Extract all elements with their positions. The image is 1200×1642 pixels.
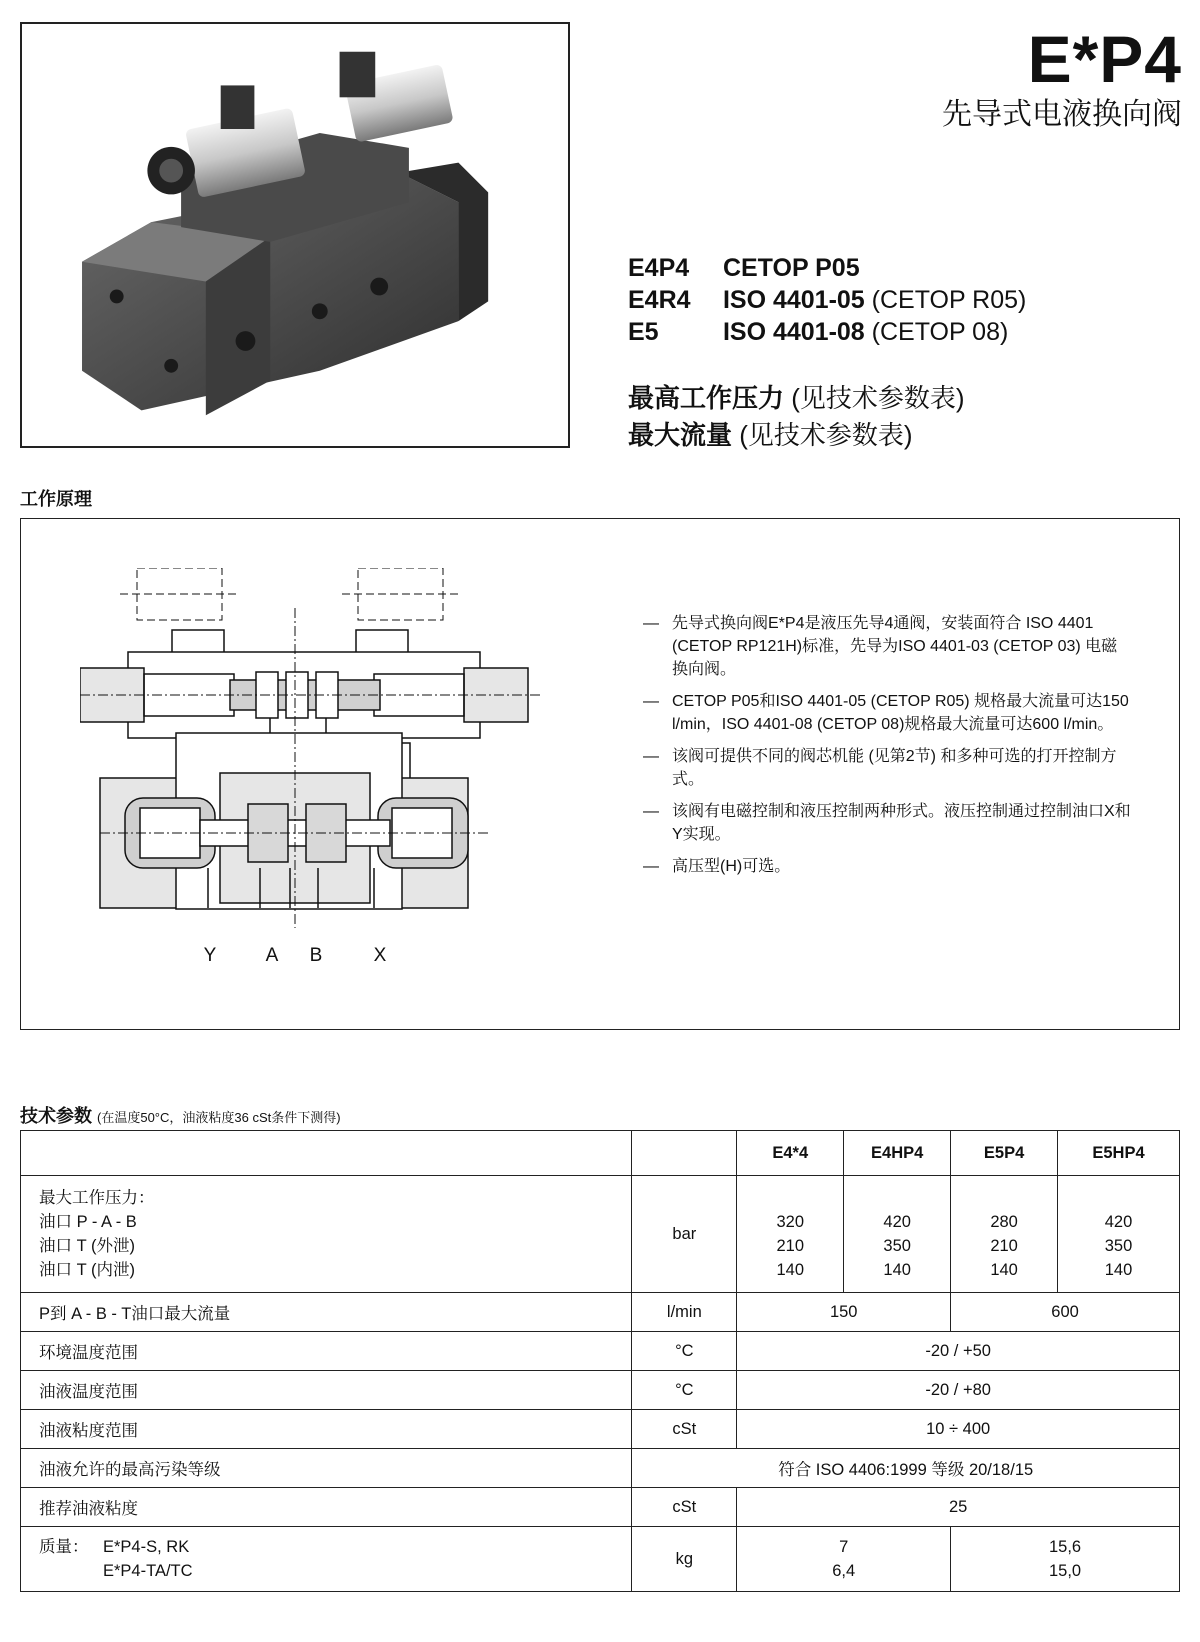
table-row xyxy=(21,1332,1180,1371)
value-cell: 10 ÷ 400 xyxy=(737,1410,1180,1449)
list-item xyxy=(643,855,1133,878)
row-label xyxy=(21,1176,632,1293)
bullet-text: 先导式换向阀E*P4是液压先导4通阀，安装面符合 ISO 4401 (CETOP RP121H)标准，先导为ISO 4401-03 (CETOP 03) 电磁换向阀。 xyxy=(672,615,1118,678)
max-pressure-note: (见技术参数表) xyxy=(791,383,965,413)
value-cell: 25 xyxy=(737,1488,1180,1527)
bullet-text: 该阀有电磁控制和液压控制两种形式。液压控制通过控制油口X和Y实现。 xyxy=(672,803,1131,843)
page-subtitle: 先导式电液换向阀 xyxy=(942,98,1182,131)
dash-bullet: — xyxy=(643,615,659,632)
row-label: 油液温度范围 xyxy=(21,1371,632,1410)
model-row xyxy=(628,284,1026,316)
port-label-y: Y xyxy=(203,945,217,966)
tech-data-table xyxy=(20,1130,1180,1592)
model-code: E4R4 xyxy=(628,286,691,314)
max-pressure-line xyxy=(628,380,965,417)
value-cell: 600 xyxy=(951,1293,1180,1332)
model-standard: ISO 4401-05 xyxy=(722,286,865,314)
unit-cell: bar xyxy=(632,1176,737,1293)
list-item xyxy=(643,800,1133,846)
pressure-line: 油口 P - A - B xyxy=(39,1213,137,1231)
principle-bullet-list xyxy=(643,612,1133,887)
column-header: E4HP4 xyxy=(844,1131,951,1176)
unit-cell: °C xyxy=(632,1332,737,1371)
model-code: E5 xyxy=(628,318,659,346)
value-cell: 150 xyxy=(737,1293,951,1332)
port-label-b: B xyxy=(309,945,323,966)
table-row xyxy=(21,1488,1180,1527)
row-label xyxy=(21,1527,632,1592)
list-item xyxy=(643,612,1133,681)
table-row xyxy=(21,1410,1180,1449)
column-header: E5P4 xyxy=(951,1131,1058,1176)
value-cell: 420 350 140 xyxy=(1058,1176,1180,1293)
column-header: E4*4 xyxy=(737,1131,844,1176)
max-flow-label: 最大流量 xyxy=(628,420,733,450)
pressure-label: 最大工作压力： xyxy=(39,1189,155,1207)
valve-section-diagram xyxy=(80,568,540,988)
tech-heading-note: (在温度50°C，油液粘度36 cSt条件下测得) xyxy=(97,1110,341,1125)
port-label-x: X xyxy=(373,945,387,966)
dash-bullet: — xyxy=(643,858,659,875)
model-standard-alt: (CETOP 08) xyxy=(871,318,1009,346)
max-flow-line xyxy=(628,417,965,454)
table-row xyxy=(21,1176,1180,1293)
value-cell: 符合 ISO 4406:1999 等级 20/18/15 xyxy=(632,1449,1180,1488)
spec-summary xyxy=(628,380,965,454)
table-header-row xyxy=(21,1131,1180,1176)
model-standard: ISO 4401-08 xyxy=(722,318,865,346)
unit-cell: l/min xyxy=(632,1293,737,1332)
model-standard: CETOP P05 xyxy=(722,254,860,282)
value-cell: 15,6 15,0 xyxy=(951,1527,1180,1592)
bullet-text: 该阀可提供不同的阀芯机能 (见第2节) 和多种可选的打开控制方式。 xyxy=(672,748,1117,788)
value-cell: 420 350 140 xyxy=(844,1176,951,1293)
list-item xyxy=(643,745,1133,791)
table-row xyxy=(21,1293,1180,1332)
value-cell: 7 6,4 xyxy=(737,1527,951,1592)
max-pressure-label: 最高工作压力 xyxy=(628,383,785,413)
dash-bullet: — xyxy=(643,693,659,710)
value-cell: 320 210 140 xyxy=(737,1176,844,1293)
value-cell: -20 / +80 xyxy=(737,1371,1180,1410)
valve-photo-illustration xyxy=(22,24,568,446)
dash-bullet: — xyxy=(643,748,659,765)
mass-type: E*P4-TA/TC xyxy=(103,1562,193,1580)
model-code: E4P4 xyxy=(628,254,690,282)
value-cell: 280 210 140 xyxy=(951,1176,1058,1293)
product-photo xyxy=(20,22,570,448)
row-label: 环境温度范围 xyxy=(21,1332,632,1371)
pressure-line: 油口 T (外泄) xyxy=(39,1237,135,1255)
table-row xyxy=(21,1371,1180,1410)
port-label-a: A xyxy=(265,945,279,966)
mass-label: 质量： xyxy=(39,1538,89,1556)
row-label: 推荐油液粘度 xyxy=(21,1488,632,1527)
table-row xyxy=(21,1449,1180,1488)
mass-type: E*P4-S, RK xyxy=(103,1538,190,1556)
tech-heading: 技术参数 xyxy=(20,1106,92,1126)
list-item xyxy=(643,690,1133,736)
model-row xyxy=(628,316,1026,348)
table-header-empty xyxy=(632,1131,737,1176)
unit-cell: cSt xyxy=(632,1488,737,1527)
model-row xyxy=(628,252,1026,284)
max-flow-note: (见技术参数表) xyxy=(739,420,913,450)
bullet-text: CETOP P05和ISO 4401-05 (CETOP R05) 规格最大流量可达150 l/min，ISO 4401-08 (CETOP 08)规格最大流量可达600 l/min。 xyxy=(672,693,1129,733)
unit-cell: cSt xyxy=(632,1410,737,1449)
section-heading-tech xyxy=(20,1102,341,1128)
row-label: P到 A - B - T油口最大流量 xyxy=(21,1293,632,1332)
unit-cell: °C xyxy=(632,1371,737,1410)
row-label: 油液粘度范围 xyxy=(21,1410,632,1449)
bullet-text: 高压型(H)可选。 xyxy=(672,858,791,875)
row-label: 油液允许的最高污染等级 xyxy=(21,1449,632,1488)
page-title: E*P4 xyxy=(1027,22,1182,96)
table-row xyxy=(21,1527,1180,1592)
unit-cell: kg xyxy=(632,1527,737,1592)
table-header-empty xyxy=(21,1131,632,1176)
pressure-line: 油口 T (内泄) xyxy=(39,1261,135,1279)
value-cell: -20 / +50 xyxy=(737,1332,1180,1371)
model-list xyxy=(628,252,1026,348)
section-heading-principle: 工作原理 xyxy=(20,489,92,509)
model-standard-alt: (CETOP R05) xyxy=(871,286,1027,314)
dash-bullet: — xyxy=(643,803,659,820)
column-header: E5HP4 xyxy=(1058,1131,1180,1176)
